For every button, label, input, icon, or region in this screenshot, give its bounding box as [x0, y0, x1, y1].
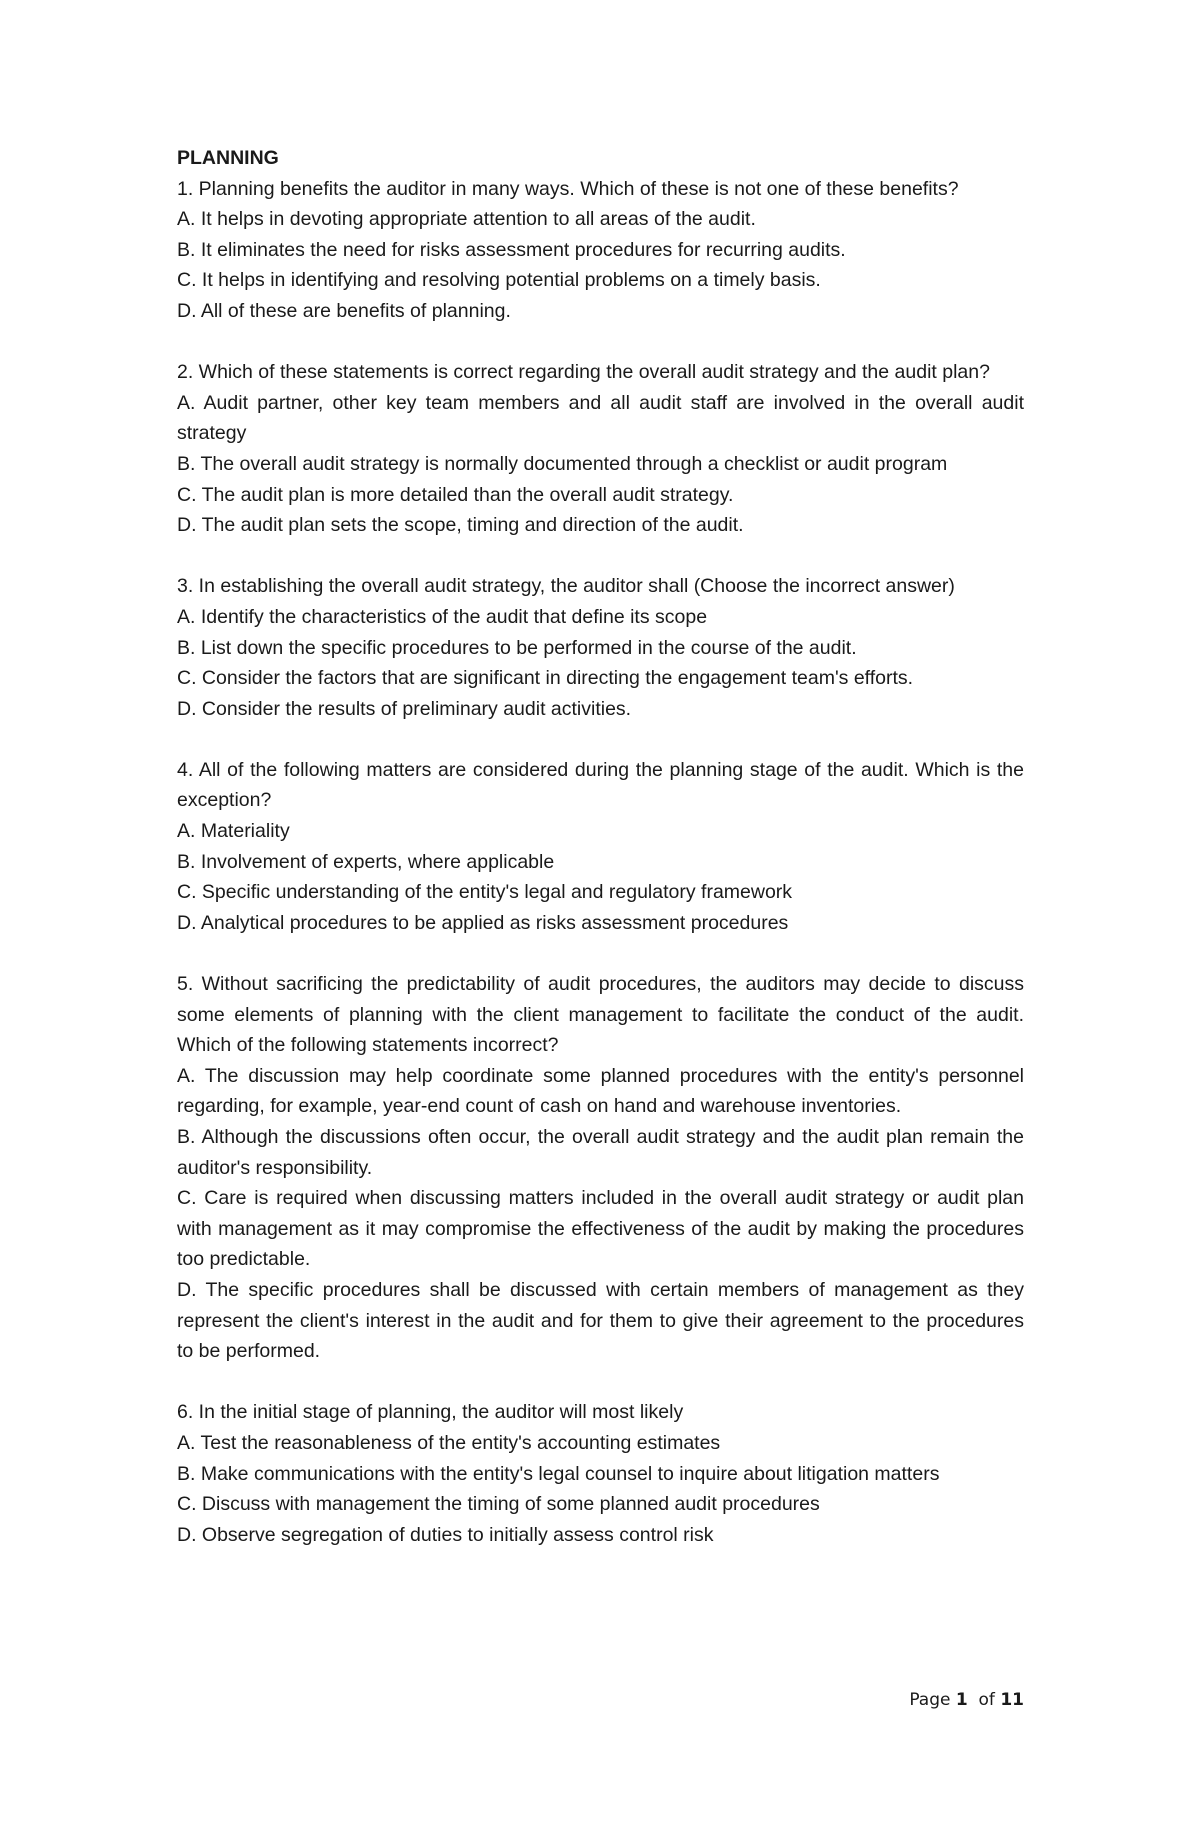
answer-option: D. All of these are benefits of planning. [177, 299, 511, 322]
question-block [177, 571, 1024, 724]
document-content [177, 143, 1024, 1581]
question-block [177, 969, 1024, 1367]
answer-option: A. Test the reasonableness of the entity's accounting estimates [177, 1431, 721, 1454]
answer-option: C. Discuss with management the timing of some planned audit procedures [177, 1493, 820, 1516]
answer-option: A. The discussion may help coordinate some planned procedures with the entity's personnel regarding, for example, year-end count of cash on hand and warehouse inventories. [177, 1064, 1024, 1118]
answer-option: B. Involvement of experts, where applicable [177, 850, 555, 873]
answer-option: A. It helps in devoting appropriate attention to all areas of the audit. [177, 208, 756, 231]
question-block [177, 357, 1024, 541]
question-block [177, 755, 1024, 939]
question-block [177, 174, 1024, 327]
answer-option: D. The audit plan sets the scope, timing and direction of the audit. [177, 514, 744, 537]
answer-option: B. Make communications with the entity's legal counsel to inquire about litigation matters [177, 1462, 940, 1485]
question-text: 3. In establishing the overall audit strategy, the auditor shall (Choose the incorrect answer) [177, 575, 955, 598]
page-label: Page [909, 1690, 951, 1710]
answer-option: C. Specific understanding of the entity's legal and regulatory framework [177, 881, 793, 904]
answer-option: D. Consider the results of preliminary audit activities. [177, 697, 632, 720]
answer-option: D. The specific procedures shall be discussed with certain members of management as they represent the client's interest in the audit and for them to give their agreement to the procedures to be performed. [177, 1278, 1024, 1363]
answer-option: D. Analytical procedures to be applied as risks assessment procedures [177, 911, 789, 934]
answer-option: B. List down the specific procedures to be performed in the course of the audit. [177, 636, 857, 659]
answer-option: C. The audit plan is more detailed than the overall audit strategy. [177, 483, 734, 506]
question-text: 5. Without sacrificing the predictability of audit procedures, the auditors may decide to discuss some elements of planning with the client management to facilitate the conduct of the audit. Which of the following statements incorrect? [177, 973, 1024, 1057]
of-label: of [978, 1690, 995, 1710]
section-heading: PLANNING [177, 147, 279, 169]
question-text: 6. In the initial stage of planning, the auditor will most likely [177, 1401, 684, 1424]
answer-option: B. The overall audit strategy is normally documented through a checklist or audit program [177, 452, 948, 475]
question-text: 2. Which of these statements is correct regarding the overall audit strategy and the audit plan? [177, 361, 990, 384]
answer-option: C. Consider the factors that are significant in directing the engagement team's efforts. [177, 667, 914, 690]
answer-option: B. It eliminates the need for risks assessment procedures for recurring audits. [177, 238, 846, 261]
total-pages: 11 [1000, 1690, 1024, 1710]
question-list [177, 174, 1024, 1551]
answer-option: A. Identify the characteristics of the audit that define its scope [177, 605, 708, 628]
answer-option: B. Although the discussions often occur, the overall audit strategy and the audit plan remain the auditor's responsibility. [177, 1126, 1024, 1179]
question-text: 1. Planning benefits the auditor in many ways. Which of these is not one of these benefits? [177, 177, 959, 200]
answer-option: D. Observe segregation of duties to initially assess control risk [177, 1523, 714, 1546]
page-number: 1 [955, 1690, 968, 1710]
page-footer [900, 1690, 1024, 1710]
question-block [177, 1397, 1024, 1550]
answer-option: C. Care is required when discussing matters included in the overall audit strategy or audit plan with management as it may compromise the effectiveness of the audit by making the procedures too predictable. [177, 1187, 1024, 1271]
question-text: 4. All of the following matters are considered during the planning stage of the audit. Which is the exception? [177, 758, 1024, 812]
answer-option: A. Materiality [177, 820, 290, 843]
answer-option: C. It helps in identifying and resolving potential problems on a timely basis. [177, 269, 821, 292]
answer-option: A. Audit partner, other key team members and all audit staff are involved in the overall audit strategy [177, 391, 1024, 445]
